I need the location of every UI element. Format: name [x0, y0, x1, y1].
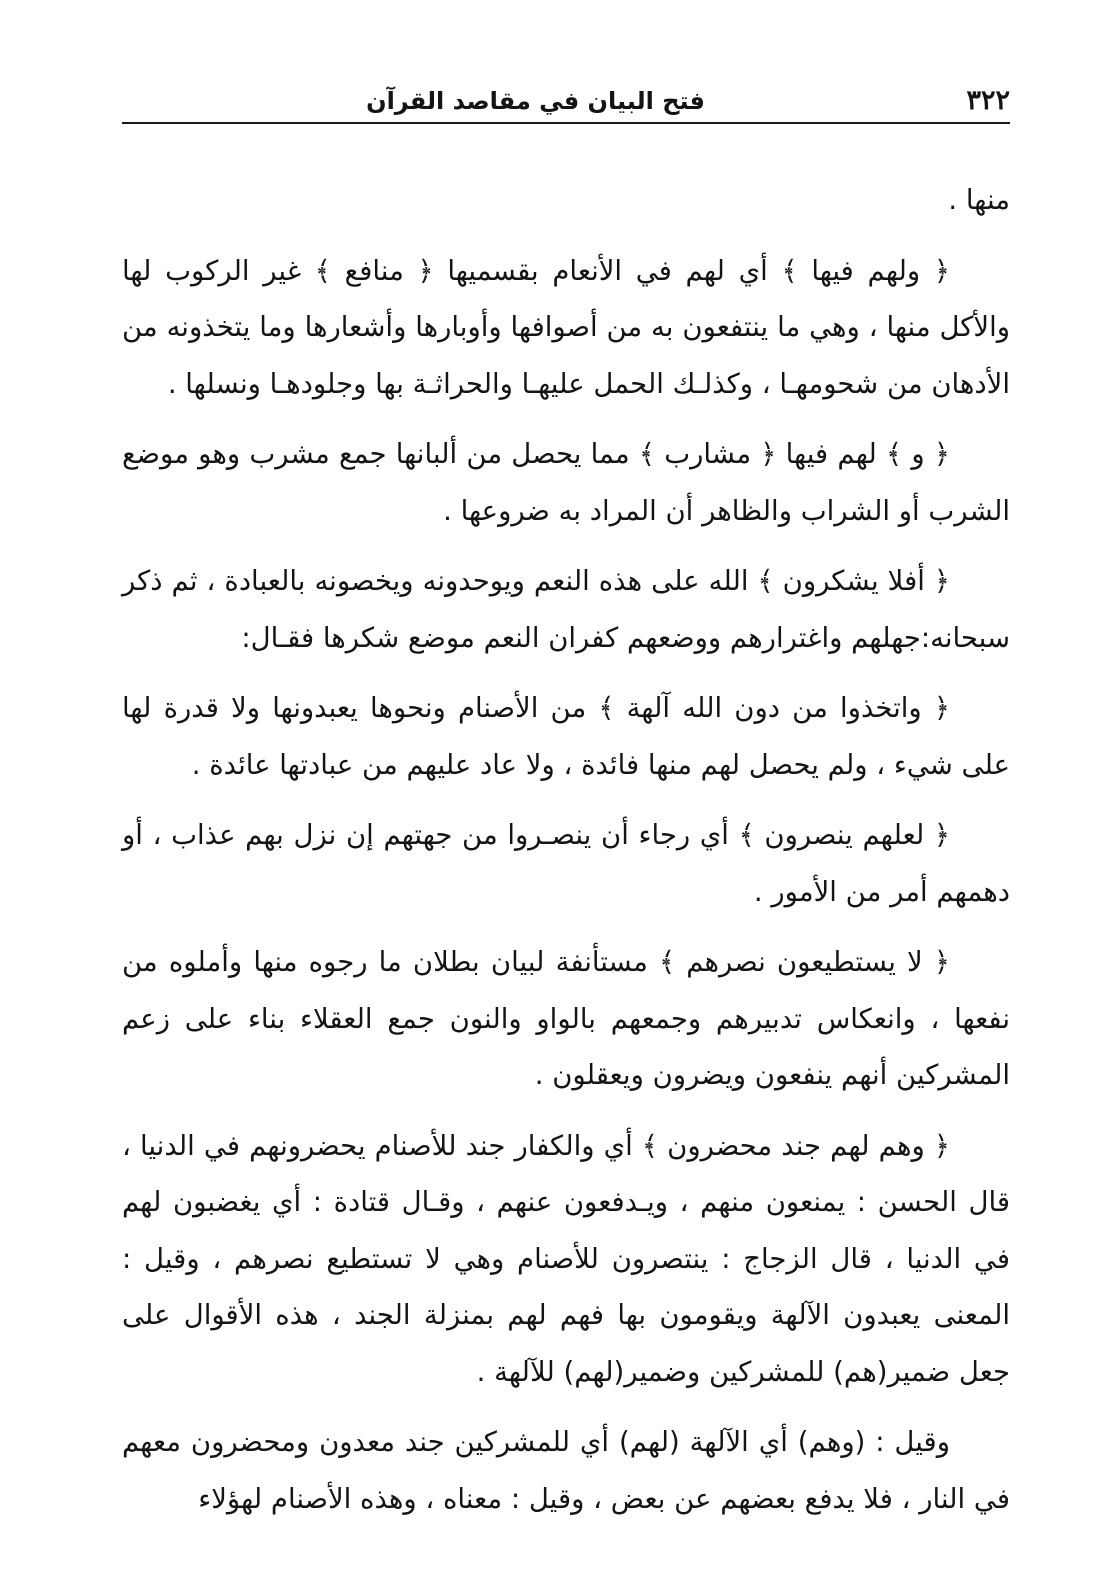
book-title: فتح البيان في مقاصد القرآن: [366, 87, 705, 115]
paragraph: ﴿ ولهم فيها ﴾ أي لهم في الأنعام بقسميها ﴿ منافع ﴾ غير الركوب لها والأكل منها ، وهي ما ينتفعون به من أصوافها وأوبارها وأشعارها وما يتخذونه من الأدهان من شحومهـا ، وكذلـك الحمل عليهـا والحراثـة بها وجلودهـا ونسلها .: [122, 254, 1010, 400]
paragraph: منها .: [948, 184, 1010, 216]
paragraph: ﴿ وهم لهم جند محضرون ﴾ أي والكفار جند للأصنام يحضرونهم في الدنيا ، قال الحسن : يمنعون منهم ، ويـدفعون عنهم ، وقـال قتادة : أي يغضبون لهم في الدنيا ، قال الزجاج : ينتصرون للأصنام وهي لا تستطيع نصرهم ، وقيل : المعنى يعبدون الآلهة ويقومون بها فهم لهم بمنزلة الجند ، هذه الأقوال على جعل ضمير(هم) للمشركين وضمير(لهم) للآلهة .: [122, 1129, 1010, 1388]
paragraph: ﴿ لعلهم ينصرون ﴾ أي رجاء أن ينصـروا من جهتهم إن نزل بهم عذاب ، أو دهمهم أمر من الأمور .: [122, 819, 1010, 908]
page-number: ٣٢٢: [966, 85, 1010, 116]
paragraph: ﴿ أفلا يشكرون ﴾ الله على هذه النعم ويوحدونه ويخصونه بالعبادة ، ثم ذكر سبحانه:جهلهم واغترارهم ووضعهم كفران النعم موضع شكرها فقـال:: [122, 565, 1010, 654]
paragraph: وقيل : (وهم) أي الآلهة (لهم) أي للمشركين جند معدون ومحضرون معهم في النار ، فلا يدفع بعضهم عن بعض ، وقيل : معناه ، وهذه الأصنام لهؤلاء: [122, 1426, 1010, 1515]
body-text: [122, 172, 1010, 1527]
book-page: [122, 70, 1010, 1560]
paragraph: ﴿ و ﴾ لهم فيها ﴿ مشارب ﴾ مما يحصل من ألبانها جمع مشرب وهو موضع الشرب أو الشراب والظاهر أن المراد به ضروعها .: [122, 438, 1010, 527]
running-header: [122, 70, 1010, 124]
paragraph: ﴿ لا يستطيعون نصرهم ﴾ مستأنفة لبيان بطلان ما رجوه منها وأملوه من نفعها ، وانعكاس تدبيرهم وجمعهم بالواو والنون جمع العقلاء بناء على زعم المشركين أنهم ينفعون ويضرون ويعقلون .: [122, 946, 1010, 1091]
paragraph: ﴿ واتخذوا من دون الله آلهة ﴾ من الأصنام ونحوها يعبدونها ولا قدرة لها على شيء ، ولم يحصل لهم منها فائدة ، ولا عاد عليهم من عبادتها عائدة .: [122, 692, 1010, 781]
